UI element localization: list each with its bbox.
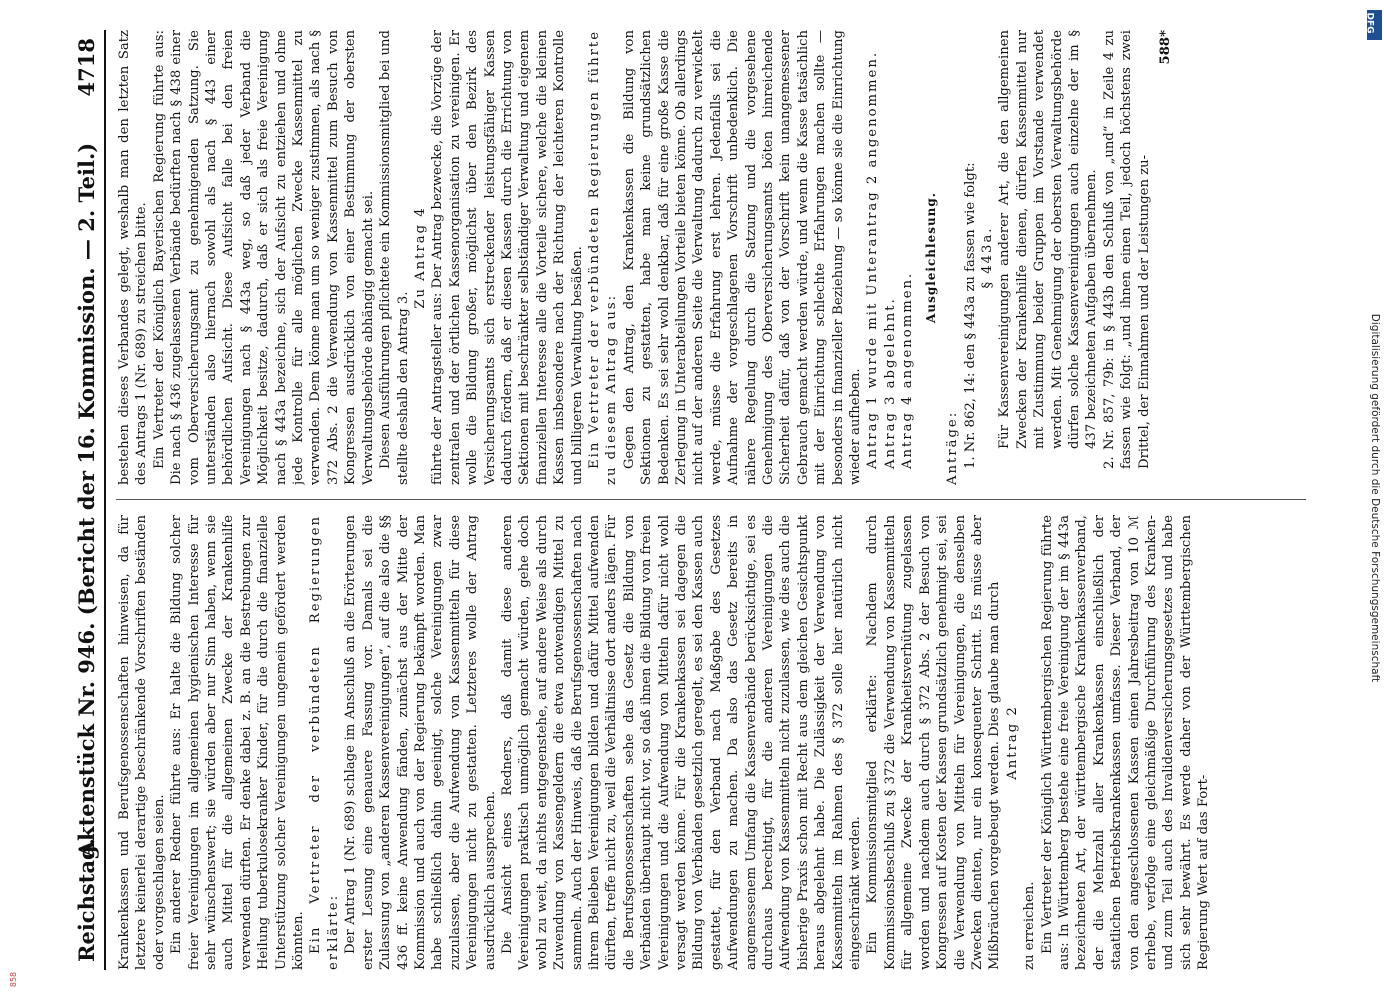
right-column — [116, 30, 1306, 485]
paragraph: Ein Kommissionsmitglied erklärte: Nachdem durch Kommissionsbeschluß zu § 372 die Verwendung von Kassenmitteln für allgemeine Zwecke der Krankheitsverhütung zugelassen worden und nachdem auch durch § 372 Abs. 2 der Besuch von Kongressen auf Kosten der Kassen grundsätzlich genehmigt sei, sei die Verwendung von Mitteln für Vereinigungen, die denselben Zwecken dienten, nur ein konsequenter Schritt. Es müsse aber Mißbräuchen vorgebeugt werden. Dies glaube man durch — [865, 515, 1003, 970]
page-number: 4718 — [74, 38, 99, 97]
list-item: 1. Nr. 862, 14: den § 443a zu fassen wie folgt: — [962, 162, 978, 469]
subheading: Anträge: — [945, 410, 961, 485]
paragraph: führte der Antragsteller aus: Der Antrag bezwecke, die Vorzüge der zentralen und der örtlichen Kassenorganisation zu vereinigen. Er wolle die Bildung großer, möglichst über den Bezirk des Versicherungsamts sich erstreckender leistungsfähiger Kassen dadurch fördern, daß er diesen Kassen durch die Errichtung von Sektionen mit beschränkter selbständiger Verwaltung und eigenem finanziellen Interesse alle die Vorteile sichere, welche die kleinen Kassen insbesondere nach der Richtung der leichteren Kontrolle und billigeren Verwaltung besäßen. — [430, 30, 585, 485]
scan-mark: 858 — [9, 971, 19, 988]
dfg-logo-text: DFG — [1364, 12, 1375, 34]
paragraph: Diesen Ausführungen pflichtete ein Kommissionsmitglied bei und stellte deshalb den Antrag 3. — [378, 30, 411, 485]
paragraph-number: § 443a. — [979, 226, 995, 289]
credit-text: Digitalisierung gefördert durch die Deutsche Forschungsgemeinschaft — [1369, 313, 1381, 683]
header-left: Reichstag. — [74, 838, 99, 962]
section-heading: Ausgleichlesung. — [923, 192, 938, 323]
vote-result: Antrag 4 angenommen. — [900, 271, 916, 469]
paragraph: Gegen den Antrag, den Krankenkassen die Bildung von Sektionen zu gestatten, habe man keine grundsätzlichen Bedenken. Es sei sehr wohl denkbar, daß für eine große Kasse die Zerlegung in Unterabteilungen Vorteile bieten könne. Ob allerdings nicht auf der anderen Seite die Verwaltung dadurch zu verwickelt werde, müsse die Erfahrung erst lehren. Jedenfalls sei die Aufnahme der vorgeschlagenen Vorschrift unbedenklich. Die nähere Regelung durch die Satzung und die vorgesehene Genehmigung des Oberversicherungsamts böten hinreichende Sicherheit dafür, daß von der Vorschrift kein unangemessener Gebrauch gemacht werden würde, und wenn die Kasse tatsächlich mit der Einrichtung schlechte Erfahrungen machen sollte — besonders in finanzieller Beziehung — so könne sie die Einrichtung wieder aufheben. — [621, 30, 864, 485]
paragraph: Ein Vertreter der verbündeten Regierungen führte zu diesem Antrag aus: — [586, 30, 620, 485]
subheading: Zu Antrag 4 — [412, 206, 428, 309]
paragraph: Krankenkassen und Berufsgenossenschaften hinweisen, da für letztere keinerlei derartige beschränkende Vorschriften beständen oder vorgeschlagen seien. — [117, 515, 167, 970]
paragraph: Ein Vertreter der verbündeten Regierungen erklärte: — [308, 515, 341, 970]
paragraph: Der Antrag 1 (Nr. 689) schlage im Anschluß an die Erörterungen erster Lesung eine genauere Fassung vor. Damals sei die Zulassung von „anderen Kassenvereinigungen“, auf die also die §§ 436 ff. keine Anwendung fänden, zunächst aus der Mitte der Kommission und auch von der Regierung bekämpft worden. Man habe schließlich dahin geeinigt, solche Vereinigungen zwar zuzulassen, aber die Aufwendung von Kassenmitteln für diese Vereinigungen nicht zu gestatten. Letzteres wolle der Antrag ausdrücklich aussprechen. — [343, 515, 498, 970]
sheet-number: 588* — [1157, 30, 1173, 65]
column-divider — [116, 499, 1306, 500]
vote-result: Antrag 3 abgelehnt. — [882, 297, 898, 469]
left-column — [116, 515, 1306, 970]
list-item: 2. Nr. 857, 79b: in § 443b den Schluß von „und“ in Zeile 4 zu fassen wie folgt: „und ihnen einen Teil, jedoch höchstens zwei Drittel, der Einnahmen und der Leistungen zu- — [1101, 30, 1152, 469]
paragraph: Ein Vertreter der Königlich Württembergischen Regierung führte aus: In Württemberg bestehe eine freie Vereinigung der im § 443a bezeichneten Art, der württembergische Krankenkassenverband, der die Mehrzahl aller Krankenkassen einschließlich der staatlichen Betriebskrankenkassen umfasse. Dieser Verband, der von den angeschlossenen Kassen einen Jahresbeitrag von 10 ℳ erhebe, verfolge eine gleichmäßige Durchführung des Kranken- und zum Teil auch des Invalidenversicherungsgesetzes und habe sich sehr bewährt. Es werde daher von der Württembergischen Regierung Wert auf das Fort- — [1039, 515, 1212, 970]
paragraph: Für Kassenvereinigungen anderer Art, die den allgemeinen Zwecken der Krankenhilfe dienen, dürfen Kassenmittel nur mit Zustimmung beider Gruppen im Vorstande verwendet werden. Mit Genehmigung der obersten Verwaltungsbehörde dürfen solche Kassenvereinigungen auch einzelne der im § 437 bezeichneten Aufgaben übernehmen. — [997, 30, 1100, 449]
paragraph: Ein anderer Redner führte aus: Er halte die Bildung solcher freier Vereinigungen im allgemeinen hygienischen Interesse für sehr wünschenswert; sie würden aber nur Sinn haben, wenn sie auch Mittel für die allgemeinen Zwecke der Krankenhilfe verwenden dürften. Er denke dabei z. B. an die Bestrebungen zur Heilung tuberkulosekranker Kinder, für die durch die finanzielle Unterstützung solcher Vereinigungen ungemein gefördert werden könnten. — [169, 515, 307, 970]
page-header — [70, 30, 106, 970]
subheading: Antrag 2 — [1004, 705, 1020, 780]
header-title: Aktenstück Nr. 946. (Bericht der 16. Kommission. — 2. Teil.) — [74, 142, 99, 858]
rotated-document-page — [70, 30, 1310, 970]
paragraph: Ein Vertreter der Königlich Bayerischen Regierung führte aus: Die nach § 436 zugelassenen Verbände bedürften nach § 438 einer vom Oberversicherungsamt zu genehmigenden Satzung. Sie unterständen also hiernach sowohl als nach § 443 einer behördlichen Aufsicht. Diese Aufsicht falle bei den freien Vereinigungen nach § 443a weg, so daß jeder Verband die Möglichkeit besitze, dadurch, daß er sich als freie Vereinigung nach § 443a bezeichne, sich der Aufsicht zu entziehen und ohne jede Kontrolle für alle möglichen Zwecke Kassenmittel zu verwenden. Dem könne man um so weniger zustimmen, als nach § 372 Abs. 2 die Verwendung von Kassenmittel zum Besuch von Kongressen ausdrücklich von einer Bestimmung der obersten Verwaltungsbehörde abhängig gemacht sei. — [151, 30, 376, 485]
digitization-credit — [1366, 10, 1384, 990]
vote-result: Antrag 1 wurde mit Unterantrag 2 angenommen. — [865, 50, 881, 469]
paragraph: bestehen dieses Verbandes gelegt, weshalb man den letzten Satz des Antrags 1 (Nr. 689) zu streichen bitte. — [117, 30, 150, 485]
paragraph: zu erreichen. — [1022, 881, 1038, 970]
paragraph: Die Ansicht eines Redners, daß damit diese anderen Vereinigungen praktisch unmöglich gemacht würden, gehe doch wohl zu weit, da nichts entgegenstehe, auf andere Weise als durch Zuwendung von Kassengeldern die etwa notwendigen Mittel zu sammeln. Auch der Hinweis, daß die Berufsgenossenschaften nach ihrem Belieben Vereinigungen bilden und dafür Mittel aufwenden dürften, treffe nicht zu, weil die Verhältnisse dort anders lägen. Für die Berufsgenossenschaften sehe das Gesetz die Bildung von Verbänden überhaupt nicht vor, so daß ihnen die Bildung von freien Vereinigungen und die Aufwendung von Mitteln dafür nicht wohl versagt werden könne. Für die Krankenkassen sei dagegen die Bildung von Verbänden gesetzlich geregelt, es sei den Kassen auch gestattet, für den Verband nach Maßgabe des Gesetzes Aufwendungen zu machen. Da also das Gesetz bereits in angemessenem Umfang die Kassenverbände berücksichtige, sei es durchaus berechtigt, für die anderen Vereinigungen die Aufwendung von Kassenmitteln nicht zuzulassen, wie dies auch die bisherige Praxis schon mit Recht aus dem gleichen Gesichtspunkt heraus abgelehnt habe. Die Zulässigkeit der Verwendung von Kassenmitteln im Rahmen des § 372 solle hier natürlich nicht eingeschränkt werden. — [499, 515, 864, 970]
